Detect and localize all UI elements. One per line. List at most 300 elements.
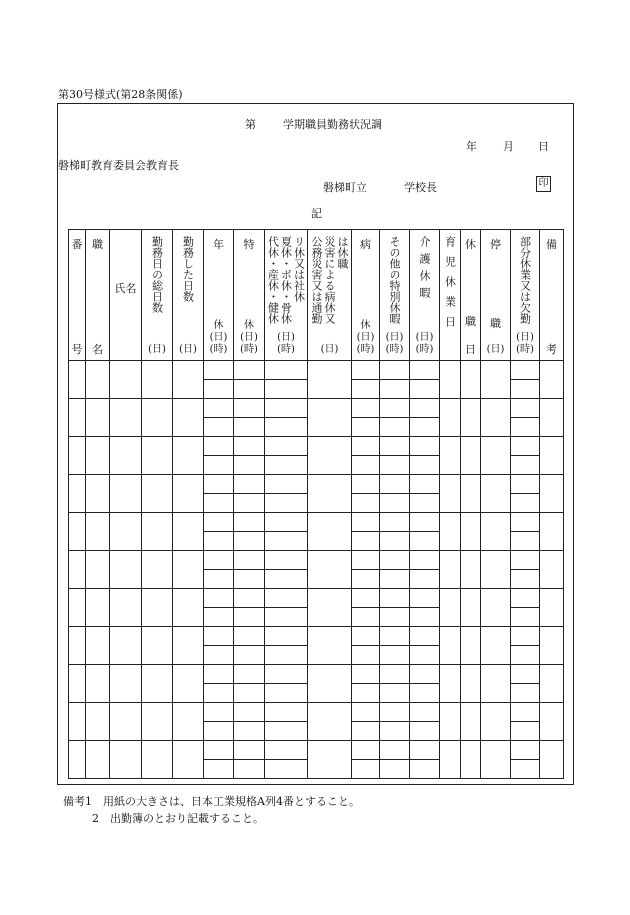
col-kinmu-done: 勤務した日数 (日) — [173, 230, 204, 361]
table-cell[interactable] — [481, 475, 511, 513]
table-cell[interactable] — [69, 437, 86, 475]
table-cell[interactable] — [410, 475, 440, 494]
table-cell[interactable] — [511, 437, 540, 456]
table-cell[interactable] — [234, 570, 265, 589]
table-cell[interactable] — [265, 627, 308, 646]
table-row — [69, 437, 564, 456]
table-cell[interactable] — [234, 513, 265, 532]
table-cell[interactable] — [86, 703, 110, 741]
table-cell[interactable] — [204, 494, 234, 513]
col-tokkyu: 特 休 (日) (時) — [234, 230, 265, 361]
table-cell[interactable] — [110, 589, 142, 627]
table-cell[interactable] — [265, 608, 308, 627]
table-cell[interactable] — [380, 551, 410, 570]
table-cell[interactable] — [86, 551, 110, 589]
table-cell[interactable] — [204, 532, 234, 551]
table-cell[interactable] — [110, 475, 142, 513]
table-cell[interactable] — [69, 665, 86, 703]
table-cell[interactable] — [204, 703, 234, 722]
table-cell[interactable] — [352, 589, 380, 608]
table-cell[interactable] — [234, 589, 265, 608]
table-cell[interactable] — [461, 437, 481, 475]
table-cell[interactable] — [511, 380, 540, 399]
table-cell[interactable] — [352, 665, 380, 684]
title-dai: 第 — [245, 118, 256, 131]
date-day: 日 — [538, 140, 549, 153]
table-cell[interactable] — [461, 513, 481, 551]
table-cell[interactable] — [204, 608, 234, 627]
table-cell[interactable] — [86, 475, 110, 513]
table-cell[interactable] — [308, 551, 352, 589]
table-cell[interactable] — [265, 361, 308, 380]
table-cell[interactable] — [265, 513, 308, 532]
table-cell[interactable] — [142, 399, 173, 437]
table-cell[interactable] — [380, 741, 410, 760]
table-cell[interactable] — [481, 589, 511, 627]
table-cell[interactable] — [380, 608, 410, 627]
table-cell[interactable] — [511, 741, 540, 760]
table-cell[interactable] — [380, 665, 410, 684]
table-cell[interactable] — [86, 589, 110, 627]
ki-label: 記 — [311, 207, 322, 220]
table-cell[interactable] — [380, 380, 410, 399]
table-cell[interactable] — [265, 741, 308, 760]
table-cell[interactable] — [511, 456, 540, 475]
table-cell[interactable] — [234, 608, 265, 627]
table-cell[interactable] — [204, 513, 234, 532]
table-row — [69, 551, 564, 570]
table-cell[interactable] — [352, 361, 380, 380]
table-cell[interactable] — [352, 741, 380, 760]
table-cell[interactable] — [540, 665, 564, 703]
table-cell[interactable] — [142, 437, 173, 475]
table-cell[interactable] — [540, 437, 564, 475]
table-cell[interactable] — [110, 361, 142, 399]
table-cell[interactable] — [69, 703, 86, 741]
table-cell[interactable] — [352, 551, 380, 570]
table-cell[interactable] — [352, 475, 380, 494]
table-cell[interactable] — [86, 741, 110, 779]
table-cell[interactable] — [69, 589, 86, 627]
table-cell[interactable] — [410, 684, 440, 703]
table-cell[interactable] — [540, 627, 564, 665]
table-cell[interactable] — [234, 627, 265, 646]
col-nenkyu: 年 休 (日) (時) — [204, 230, 234, 361]
table-cell[interactable] — [410, 361, 440, 380]
table-cell[interactable] — [511, 589, 540, 608]
table-cell[interactable] — [173, 551, 204, 589]
table-cell[interactable] — [204, 665, 234, 684]
table-row — [69, 513, 564, 532]
table-cell[interactable] — [511, 361, 540, 380]
table-cell[interactable] — [511, 722, 540, 741]
table-cell[interactable] — [352, 570, 380, 589]
table-row — [69, 665, 564, 684]
table-cell[interactable] — [352, 418, 380, 437]
col-shimei: 氏名 — [110, 230, 142, 361]
col-bubun: 部分休業又は欠勤 (日) (時) — [511, 230, 540, 361]
table-cell[interactable] — [204, 589, 234, 608]
table-cell[interactable] — [308, 741, 352, 779]
table-cell[interactable] — [410, 437, 440, 456]
table-cell[interactable] — [511, 513, 540, 532]
table-cell[interactable] — [380, 646, 410, 665]
table-cell[interactable] — [440, 551, 461, 589]
table-cell[interactable] — [481, 437, 511, 475]
table-cell[interactable] — [440, 361, 461, 399]
table-cell[interactable] — [204, 475, 234, 494]
table-cell[interactable] — [86, 399, 110, 437]
table-cell[interactable] — [142, 589, 173, 627]
table-cell[interactable] — [173, 399, 204, 437]
table-cell[interactable] — [204, 570, 234, 589]
table-cell[interactable] — [265, 703, 308, 722]
table-cell[interactable] — [481, 513, 511, 551]
table-cell[interactable] — [142, 627, 173, 665]
table-cell[interactable] — [204, 551, 234, 570]
table-cell[interactable] — [69, 551, 86, 589]
table-cell[interactable] — [69, 399, 86, 437]
table-cell[interactable] — [380, 722, 410, 741]
table-cell[interactable] — [173, 627, 204, 665]
table-cell[interactable] — [352, 437, 380, 456]
table-cell[interactable] — [204, 684, 234, 703]
table-cell[interactable] — [352, 760, 380, 779]
table-cell[interactable] — [511, 551, 540, 570]
table-cell[interactable] — [204, 456, 234, 475]
table-cell[interactable] — [410, 551, 440, 570]
table-cell[interactable] — [69, 361, 86, 399]
table-cell[interactable] — [511, 760, 540, 779]
table-cell[interactable] — [511, 646, 540, 665]
table-cell[interactable] — [234, 684, 265, 703]
table-cell[interactable] — [110, 399, 142, 437]
table-cell[interactable] — [173, 665, 204, 703]
table-cell[interactable] — [204, 627, 234, 646]
table-row — [69, 361, 564, 380]
table-cell[interactable] — [86, 513, 110, 551]
table-cell[interactable] — [265, 570, 308, 589]
table-cell[interactable] — [352, 494, 380, 513]
col-ikuji: 育児休業日 — [440, 230, 461, 361]
table-cell[interactable] — [234, 722, 265, 741]
table-cell[interactable] — [511, 494, 540, 513]
table-cell[interactable] — [204, 760, 234, 779]
date-year: 年 — [466, 140, 477, 153]
table-cell[interactable] — [540, 361, 564, 399]
table-cell[interactable] — [380, 589, 410, 608]
table-cell[interactable] — [540, 475, 564, 513]
table-cell[interactable] — [410, 513, 440, 532]
table-cell[interactable] — [204, 646, 234, 665]
table-cell[interactable] — [352, 380, 380, 399]
table-cell[interactable] — [173, 741, 204, 779]
table-cell[interactable] — [234, 380, 265, 399]
table-cell[interactable] — [410, 703, 440, 722]
table-cell[interactable] — [204, 722, 234, 741]
note-2: 2 出勤簿のとおり記載すること。 — [92, 812, 264, 825]
table-cell[interactable] — [461, 703, 481, 741]
table-cell[interactable] — [234, 456, 265, 475]
table-cell[interactable] — [265, 418, 308, 437]
table-cell[interactable] — [511, 665, 540, 684]
table-cell[interactable] — [461, 361, 481, 399]
table-cell[interactable] — [440, 627, 461, 665]
table-cell[interactable] — [234, 399, 265, 418]
table-cell[interactable] — [352, 399, 380, 418]
table-cell[interactable] — [440, 703, 461, 741]
table-cell[interactable] — [440, 665, 461, 703]
table-cell[interactable] — [540, 741, 564, 779]
table-cell[interactable] — [142, 475, 173, 513]
table-cell[interactable] — [352, 513, 380, 532]
table-cell[interactable] — [265, 456, 308, 475]
form-title: 学期職員勤務状況調 — [283, 118, 382, 131]
table-cell[interactable] — [410, 760, 440, 779]
table-cell[interactable] — [234, 741, 265, 760]
table-cell[interactable] — [86, 361, 110, 399]
table-cell[interactable] — [511, 418, 540, 437]
table-cell[interactable] — [380, 399, 410, 418]
table-cell[interactable] — [110, 513, 142, 551]
table-cell[interactable] — [142, 361, 173, 399]
table-cell[interactable] — [308, 589, 352, 627]
table-cell[interactable] — [308, 361, 352, 399]
table-cell[interactable] — [142, 665, 173, 703]
table-cell[interactable] — [265, 722, 308, 741]
table-cell[interactable] — [265, 760, 308, 779]
table-cell[interactable] — [142, 551, 173, 589]
table-cell[interactable] — [380, 570, 410, 589]
table-cell[interactable] — [410, 399, 440, 418]
table-cell[interactable] — [173, 589, 204, 627]
table-cell[interactable] — [410, 418, 440, 437]
table-cell[interactable] — [110, 741, 142, 779]
table-cell[interactable] — [352, 608, 380, 627]
table-cell[interactable] — [308, 627, 352, 665]
seal-stamp: 印 — [536, 176, 551, 192]
table-cell[interactable] — [511, 608, 540, 627]
table-cell[interactable] — [410, 722, 440, 741]
table-cell[interactable] — [265, 399, 308, 418]
table-cell[interactable] — [380, 361, 410, 380]
table-cell[interactable] — [142, 741, 173, 779]
table-cell[interactable] — [481, 741, 511, 779]
table-cell[interactable] — [308, 399, 352, 437]
table-cell[interactable] — [110, 703, 142, 741]
col-other-special: その他の特別休暇 (日) (時) — [380, 230, 410, 361]
table-cell[interactable] — [265, 684, 308, 703]
date-month: 月 — [503, 140, 514, 153]
table-cell[interactable] — [410, 608, 440, 627]
table-cell[interactable] — [540, 703, 564, 741]
table-cell[interactable] — [234, 646, 265, 665]
table-row — [69, 627, 564, 646]
attendance-table — [68, 229, 564, 779]
table-cell[interactable] — [110, 665, 142, 703]
col-disaster: は休職 災害による病休又 公務災害又は通勤 (日) — [308, 230, 352, 361]
table-cell[interactable] — [540, 513, 564, 551]
table-cell[interactable] — [461, 551, 481, 589]
table-cell[interactable] — [265, 494, 308, 513]
table-row — [69, 703, 564, 722]
table-cell[interactable] — [380, 627, 410, 646]
table-cell[interactable] — [511, 399, 540, 418]
header-row — [69, 230, 564, 361]
table-cell[interactable] — [265, 551, 308, 570]
table-cell[interactable] — [410, 589, 440, 608]
table-cell[interactable] — [511, 532, 540, 551]
table-cell[interactable] — [352, 456, 380, 475]
table-cell[interactable] — [352, 532, 380, 551]
col-teishoku: 停 職 (日) — [481, 230, 511, 361]
table-cell[interactable] — [540, 551, 564, 589]
table-cell[interactable] — [380, 437, 410, 456]
table-cell[interactable] — [461, 627, 481, 665]
table-cell[interactable] — [265, 532, 308, 551]
table-cell[interactable] — [110, 627, 142, 665]
table-cell[interactable] — [481, 551, 511, 589]
table-cell[interactable] — [265, 665, 308, 684]
table-cell[interactable] — [142, 513, 173, 551]
table-cell[interactable] — [173, 437, 204, 475]
table-cell[interactable] — [461, 589, 481, 627]
table-row — [69, 475, 564, 494]
table-cell[interactable] — [481, 627, 511, 665]
table-cell[interactable] — [380, 456, 410, 475]
table-cell[interactable] — [352, 703, 380, 722]
note-1: 備考1 用紙の大きさは、日本工業規格A列4番とすること。 — [63, 795, 360, 808]
table-cell[interactable] — [380, 418, 410, 437]
table-cell[interactable] — [234, 475, 265, 494]
table-cell[interactable] — [265, 475, 308, 494]
table-cell[interactable] — [308, 513, 352, 551]
table-cell[interactable] — [511, 684, 540, 703]
table-cell[interactable] — [204, 437, 234, 456]
table-cell[interactable] — [265, 646, 308, 665]
table-cell[interactable] — [380, 494, 410, 513]
col-ban: 番 号 — [69, 230, 86, 361]
table-cell[interactable] — [69, 627, 86, 665]
table-cell[interactable] — [173, 361, 204, 399]
table-cell[interactable] — [308, 475, 352, 513]
table-row — [69, 589, 564, 608]
table-cell[interactable] — [461, 475, 481, 513]
table-cell[interactable] — [265, 589, 308, 608]
table-cell[interactable] — [173, 475, 204, 513]
table-cell[interactable] — [461, 665, 481, 703]
table-row — [69, 399, 564, 418]
table-cell[interactable] — [410, 627, 440, 646]
table-cell[interactable] — [173, 513, 204, 551]
table-cell[interactable] — [440, 589, 461, 627]
table-cell[interactable] — [380, 760, 410, 779]
table-cell[interactable] — [481, 703, 511, 741]
table-cell[interactable] — [461, 399, 481, 437]
table-cell[interactable] — [173, 703, 204, 741]
table-cell[interactable] — [234, 760, 265, 779]
table-cell[interactable] — [540, 399, 564, 437]
table-cell[interactable] — [540, 589, 564, 627]
table-cell[interactable] — [234, 551, 265, 570]
table-cell[interactable] — [308, 703, 352, 741]
table-cell[interactable] — [234, 437, 265, 456]
table-cell[interactable] — [410, 380, 440, 399]
table-cell[interactable] — [86, 665, 110, 703]
table-cell[interactable] — [265, 437, 308, 456]
table-cell[interactable] — [481, 361, 511, 399]
table-cell[interactable] — [440, 437, 461, 475]
table-cell[interactable] — [511, 475, 540, 494]
table-cell[interactable] — [204, 361, 234, 380]
table-cell[interactable] — [440, 399, 461, 437]
table-cell[interactable] — [352, 646, 380, 665]
table-cell[interactable] — [380, 532, 410, 551]
table-cell[interactable] — [234, 494, 265, 513]
table-cell[interactable] — [234, 532, 265, 551]
table-cell[interactable] — [204, 418, 234, 437]
table-cell[interactable] — [481, 399, 511, 437]
table-cell[interactable] — [410, 570, 440, 589]
table-cell[interactable] — [380, 475, 410, 494]
table-cell[interactable] — [204, 399, 234, 418]
table-cell[interactable] — [380, 703, 410, 722]
table-cell[interactable] — [86, 627, 110, 665]
table-cell[interactable] — [410, 456, 440, 475]
table-cell[interactable] — [511, 570, 540, 589]
table-cell[interactable] — [308, 665, 352, 703]
table-cell[interactable] — [410, 494, 440, 513]
table-cell[interactable] — [481, 665, 511, 703]
table-cell[interactable] — [110, 437, 142, 475]
table-cell[interactable] — [440, 475, 461, 513]
table-cell[interactable] — [234, 665, 265, 684]
table-cell[interactable] — [110, 551, 142, 589]
table-cell[interactable] — [234, 418, 265, 437]
col-biko: 備 考 — [540, 230, 564, 361]
table-cell[interactable] — [69, 475, 86, 513]
table-cell[interactable] — [204, 380, 234, 399]
table-cell[interactable] — [461, 741, 481, 779]
table-cell[interactable] — [308, 437, 352, 475]
table-cell[interactable] — [204, 741, 234, 760]
table-cell[interactable] — [410, 532, 440, 551]
table-cell[interactable] — [511, 703, 540, 722]
table-cell[interactable] — [352, 722, 380, 741]
table-cell[interactable] — [440, 513, 461, 551]
table-cell[interactable] — [265, 380, 308, 399]
col-kinmu-total: 勤務日の総日数 (日) — [142, 230, 173, 361]
table-cell[interactable] — [69, 741, 86, 779]
table-cell[interactable] — [352, 684, 380, 703]
table-cell[interactable] — [380, 513, 410, 532]
table-cell[interactable] — [410, 741, 440, 760]
table-cell[interactable] — [142, 703, 173, 741]
table-cell[interactable] — [86, 437, 110, 475]
table-cell[interactable] — [440, 741, 461, 779]
table-cell[interactable] — [511, 627, 540, 646]
table-cell[interactable] — [69, 513, 86, 551]
table-cell[interactable] — [352, 627, 380, 646]
table-cell[interactable] — [380, 684, 410, 703]
table-cell[interactable] — [234, 703, 265, 722]
col-shoku: 職 名 — [86, 230, 110, 361]
table-cell[interactable] — [234, 361, 265, 380]
table-cell[interactable] — [410, 646, 440, 665]
table-row — [69, 741, 564, 760]
col-byokyu: 病 休 (日) (時) — [352, 230, 380, 361]
table-cell[interactable] — [410, 665, 440, 684]
